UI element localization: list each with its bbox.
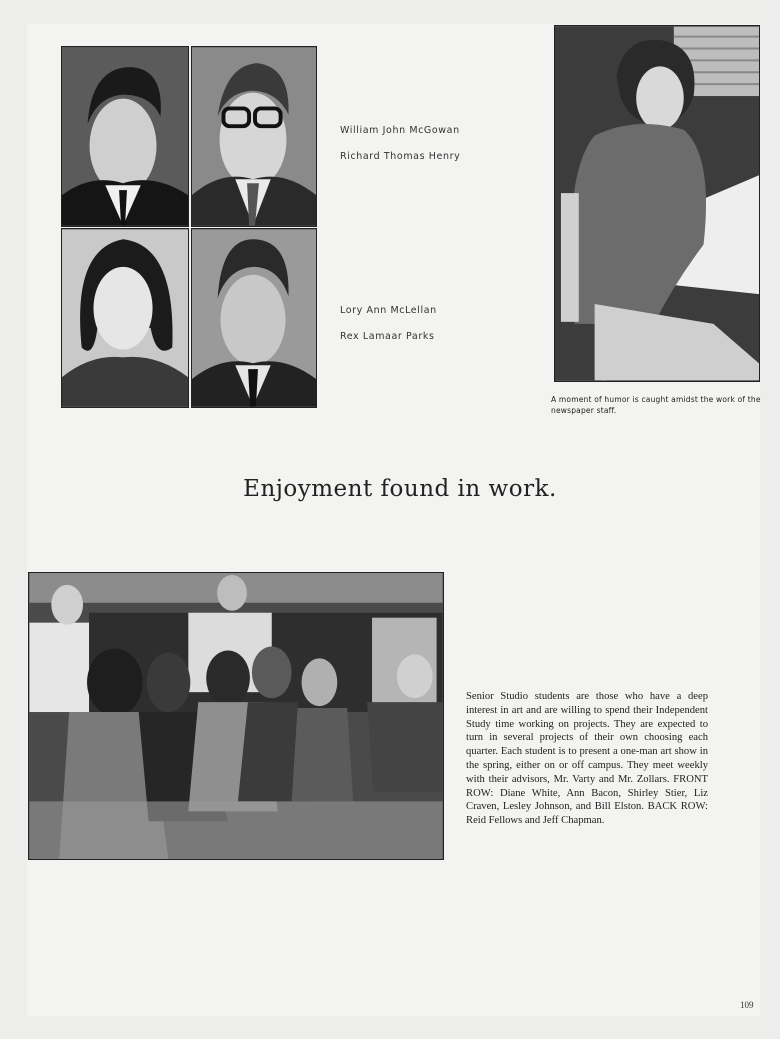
portrait-name-richard-henry: Richard Thomas Henry bbox=[340, 151, 461, 162]
group-photo-caption: Senior Studio students are those who have a deep interest in art and are willing to spend their Independent Study time working on projects. They are expected to turn in several projects of their own choosing each quarter. Each student is to present a one-man art show in the spring, either on or off campus. They meet weekly with their advisors, Mr. Varty and Mr. Zollars. FRONT ROW: Diane White, Ann Bacon, Shirley Stier, Liz Craven, Lesley Johnson, and Bill Elston. BACK ROW: Reid Fellows and Jeff Chapman. bbox=[466, 691, 708, 827]
portrait-photo-william-mcgowan bbox=[61, 46, 189, 227]
portrait-name-rex-parks: Rex Lamaar Parks bbox=[340, 331, 435, 342]
group-photo-senior-studio bbox=[28, 572, 444, 860]
page-heading: Enjoyment found in work. bbox=[243, 476, 557, 502]
portrait-photo-richard-henry bbox=[191, 46, 317, 227]
candid-photo-caption: A moment of humor is caught amidst the work of the newspaper staff. bbox=[551, 395, 761, 415]
portrait-name-lory-mclellan: Lory Ann McLellan bbox=[340, 305, 437, 316]
page-number: 109 bbox=[740, 1000, 754, 1010]
portrait-name-william-mcgowan: William John McGowan bbox=[340, 125, 460, 136]
portrait-photo-rex-parks bbox=[191, 228, 317, 408]
candid-photo-newspaper-staff bbox=[554, 25, 760, 382]
portrait-photo-lory-mclellan bbox=[61, 228, 189, 408]
